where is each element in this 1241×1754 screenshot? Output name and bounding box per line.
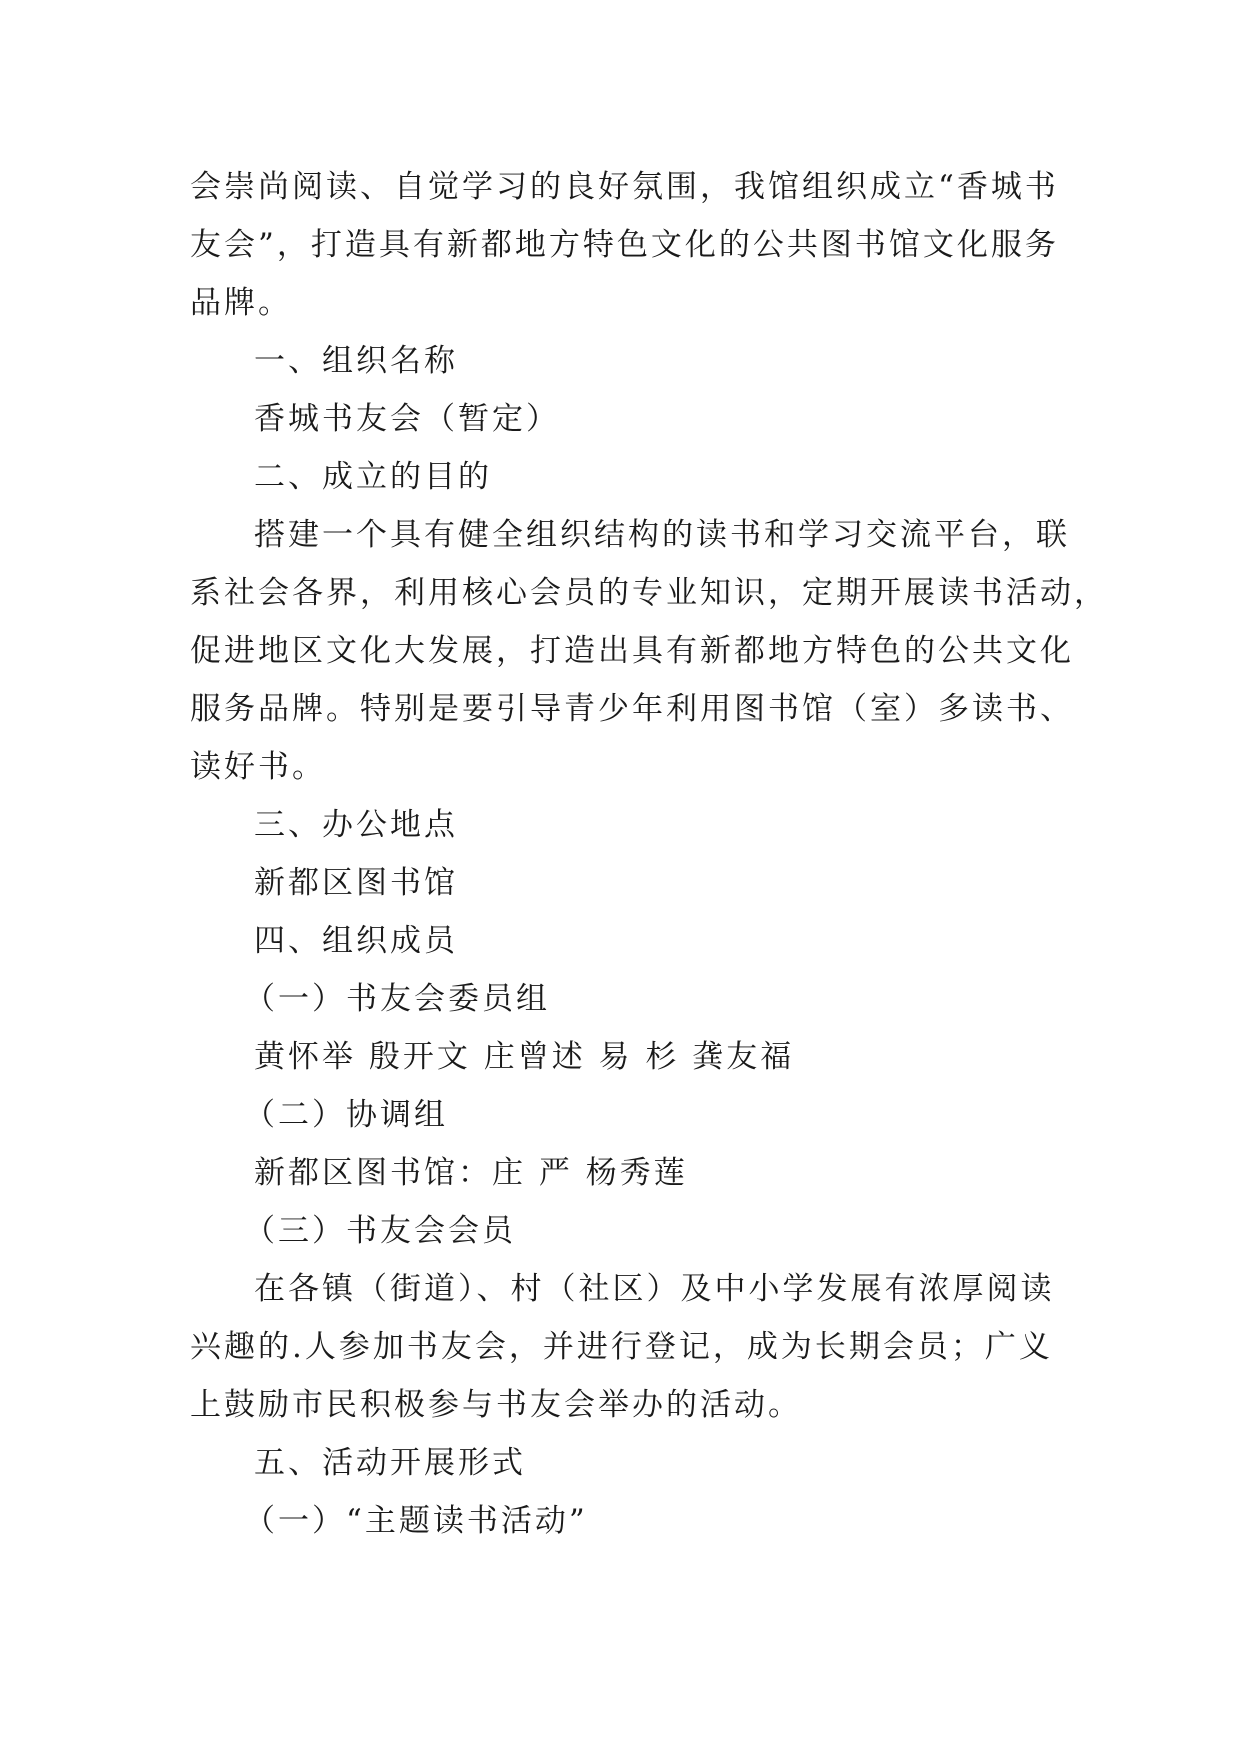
paragraph-line: 会崇尚阅读、自觉学习的良好氛围，我馆组织成立“香城书: [190, 169, 1059, 205]
paragraph-line: 友会”，打造具有新都地方特色文化的公共图书馆文化服务: [190, 227, 1059, 263]
subsection-heading: （一）“主题读书活动”: [244, 1503, 588, 1539]
section-heading: 一、组织名称: [254, 343, 458, 379]
document-body: [190, 158, 1108, 1550]
paragraph-line: 服务品牌。特别是要引导青少年利用图书馆（室）多读书、: [190, 691, 1074, 727]
paragraph-line: 兴趣的.人参加书友会，并进行登记，成为长期会员；广义: [190, 1329, 1053, 1365]
paragraph-line: 在各镇（街道）、村（社区）及中小学发展有浓厚阅读: [254, 1271, 1055, 1307]
paragraph-line: 促进地区文化大发展，打造出具有新都地方特色的公共文化: [190, 633, 1074, 669]
subsection-heading: （三）书友会会员: [244, 1213, 516, 1249]
paragraph-line: 新都区图书馆：庄 严 杨秀莲: [254, 1155, 688, 1191]
paragraph-line: 上鼓励市民积极参与书友会举办的活动。: [190, 1387, 802, 1423]
paragraph-line: 系社会各界，利用核心会员的专业知识，定期开展读书活动，: [190, 575, 1108, 611]
paragraph-line: 搭建一个具有健全组织结构的读书和学习交流平台，联: [254, 517, 1070, 553]
section-heading: 三、办公地点: [254, 807, 458, 843]
paragraph-line: 新都区图书馆: [254, 865, 458, 901]
subsection-heading: （一）书友会委员组: [244, 981, 550, 1017]
paragraph-line: 黄怀举 殷开文 庄曾述 易 杉 龚友福: [254, 1039, 795, 1075]
paragraph-line: 香城书友会（暂定）: [254, 401, 560, 437]
section-heading: 二、成立的目的: [254, 459, 492, 495]
subsection-heading: （二）协调组: [244, 1097, 448, 1133]
paragraph-line: 读好书。: [190, 749, 326, 785]
section-heading: 四、组织成员: [254, 923, 458, 959]
section-heading: 五、活动开展形式: [254, 1445, 526, 1481]
paragraph-line: 品牌。: [190, 285, 292, 321]
